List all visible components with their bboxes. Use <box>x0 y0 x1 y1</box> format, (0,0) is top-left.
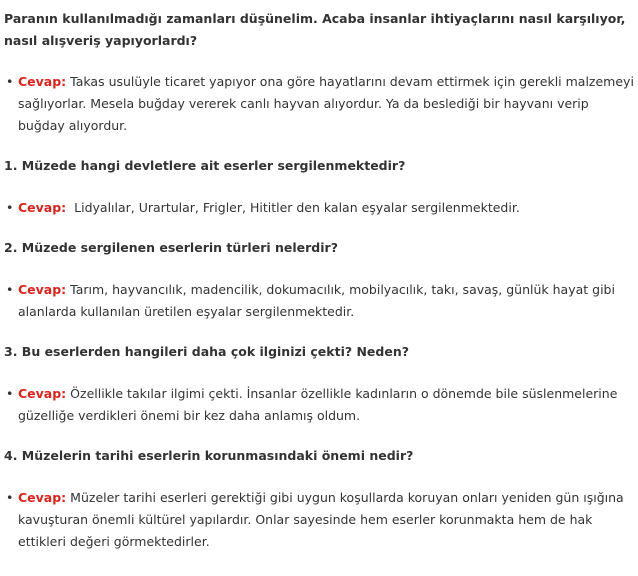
bullet-icon: • <box>6 386 14 401</box>
answer-list-2 <box>4 279 634 323</box>
bullet-icon: • <box>6 200 14 215</box>
answer-text: Tarım, hayvancılık, madencilik, dokumacılık, mobilyacılık, takı, savaş, günlük hayat gibi alanlarda kullanılan üretilen eşyalar sergilenmektedir. <box>18 282 615 319</box>
bullet-icon: • <box>6 490 14 505</box>
intro-answer-list <box>4 71 634 137</box>
bullet-icon: • <box>6 282 14 297</box>
answer-3 <box>6 383 634 427</box>
answer-label: Cevap: <box>18 200 67 215</box>
answer-list-1 <box>4 197 634 219</box>
qa-block-1 <box>4 155 634 237</box>
qa-block-4 <box>4 445 634 553</box>
answer-text: Müzeler tarihi eserleri gerektiği gibi uygun koşullarda koruyan onları yeniden gün ışığına kavuşturan önemli kültürel yapılardır. Onlar sayesinde hem eserler korunmakta hem de hak ettikleri değeri görmektedirler. <box>18 490 624 549</box>
question-2: 2. Müzede sergilenen eserlerin türleri nelerdir? <box>4 240 338 255</box>
intro-block <box>4 8 634 155</box>
bullet-icon: • <box>6 74 14 89</box>
answer-label: Cevap: <box>18 386 67 401</box>
intro-answer <box>6 71 634 137</box>
answer-label: Cevap: <box>18 282 67 297</box>
answer-list-4 <box>4 487 634 553</box>
qa-block-3 <box>4 341 634 445</box>
intro-question: Paranın kullanılmadığı zamanları düşünelim. Acaba insanlar ihtiyaçlarını nasıl karşılıyor, nasıl alışveriş yapıyorlardı? <box>4 11 626 48</box>
answer-4 <box>6 487 634 553</box>
answer-text: Takas usulüyle ticaret yapıyor ona göre hayatlarını devam ettirmek için gerekli malzemeyi sağlıyorlar. Mesela buğday vererek canlı hayvan alıyordur. Ya da beslediği bir hayvanı verip buğday alıyordur. <box>18 74 634 133</box>
question-3: 3. Bu eserlerden hangileri daha çok ilginizi çekti? Neden? <box>4 344 409 359</box>
answer-1 <box>6 197 634 219</box>
question-1: 1. Müzede hangi devletlere ait eserler sergilenmektedir? <box>4 158 406 173</box>
answer-list-3 <box>4 383 634 427</box>
answer-label: Cevap: <box>18 74 67 89</box>
qa-block-2 <box>4 237 634 341</box>
answer-2 <box>6 279 634 323</box>
answer-label: Cevap: <box>18 490 67 505</box>
answer-text: Özellikle takılar ilgimi çekti. İnsanlar özellikle kadınların o dönemde bile süslenmelerine güzelliğe verdikleri önemi bir kez daha anlamış oldum. <box>18 386 618 423</box>
question-4: 4. Müzelerin tarihi eserlerin korunmasındaki önemi nedir? <box>4 448 414 463</box>
answer-text: Lidyalılar, Urartular, Frigler, Hititler den kalan eşyalar sergilenmektedir. <box>70 200 520 215</box>
